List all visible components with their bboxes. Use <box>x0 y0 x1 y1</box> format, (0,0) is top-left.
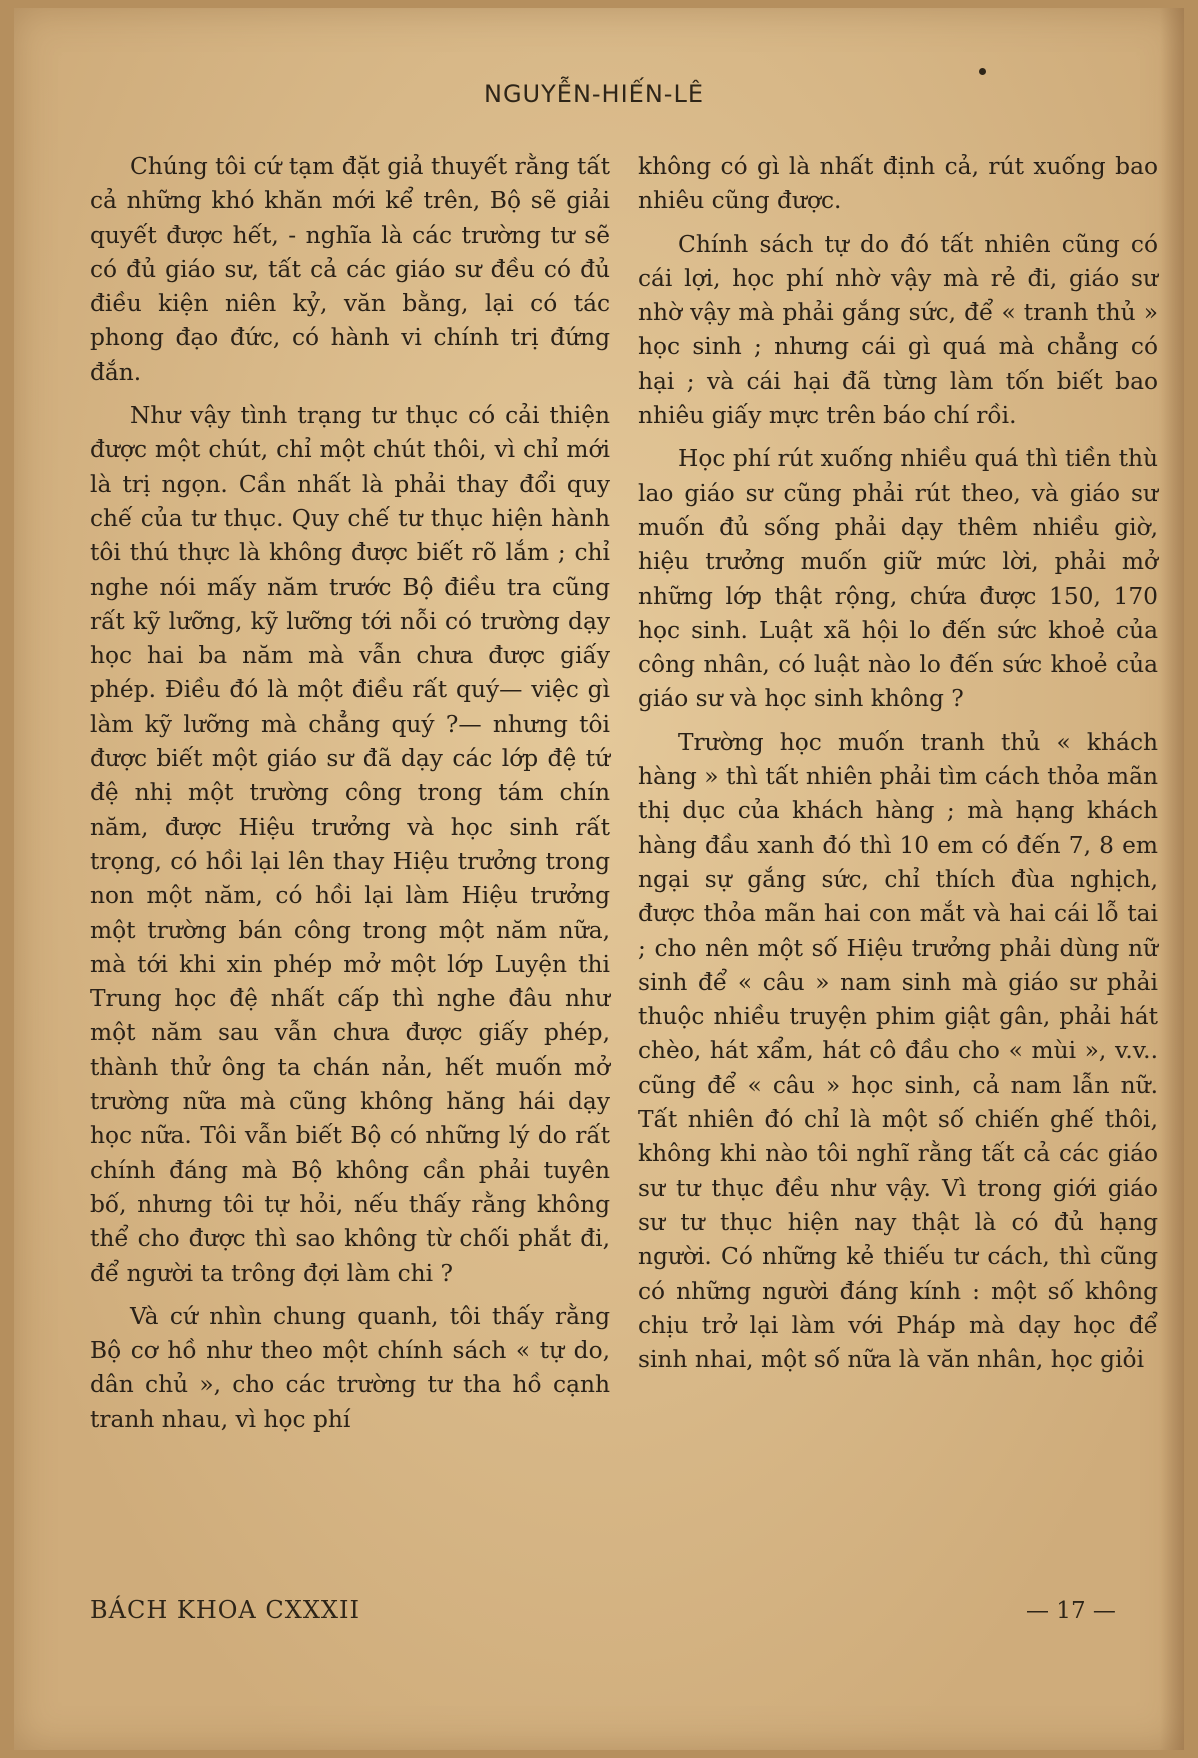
right-column <box>638 150 1158 1377</box>
running-header-author: NGUYỄN-HIẾN-LÊ <box>484 80 704 108</box>
left-paragraph-2: Như vậy tình trạng tư thục có cải thiện được một chút, chỉ một chút thôi, vì chỉ mới là trị ngọn. Cần nhất là phải thay đổi quy chế của tư thục. Quy chế tư thục hiện hành tôi thú thực là không được biết rõ lắm ; chỉ nghe nói mấy năm trước Bộ điều tra cũng rất kỹ lưỡng, kỹ lưỡng tới nỗi có trường dạy học hai ba năm mà vẫn chưa được giấy phép. Điều đó là một điều rất quý— việc gì làm kỹ lưỡng mà chẳng quý ?— nhưng tôi được biết một giáo sư đã dạy các lớp đệ tứ đệ nhị một trường công trong tám chín năm, được Hiệu trưởng và học sinh rất trọng, có hồi lại lên thay Hiệu trưởng trong non một năm, có hồi lại làm Hiệu trưởng một trường bán công trong một năm nữa, mà tới khi xin phép mở một lớp Luyện thi Trung học đệ nhất cấp thì nghe đâu như một năm sau vẫn chưa được giấy phép, thành thử ông ta chán nản, hết muốn mở trường nữa mà cũng không hăng hái dạy học nữa. Tôi vẫn biết Bộ có những lý do rất chính đáng mà Bộ không cần phải tuyên bố, nhưng tôi tự hỏi, nếu thấy rằng không thể cho được thì sao không từ chối phắt đi, để người ta trông đợi làm chi ? <box>90 402 610 1287</box>
left-paragraph-1: Chúng tôi cứ tạm đặt giả thuyết rằng tất cả những khó khăn mới kể trên, Bộ sẽ giải quyết được hết, - nghĩa là các trường tư sẽ có đủ giáo sư, tất cả các giáo sư đều có đủ điều kiện niên kỷ, văn bằng, lại có tác phong đạo đức, có hành vi chính trị đứng đắn. <box>90 153 610 386</box>
left-paragraph-3: Và cứ nhìn chung quanh, tôi thấy rằng Bộ cơ hồ như theo một chính sách « tự do, dân chủ », cho các trường tư tha hồ cạnh tranh nhau, vì học phí <box>90 1302 610 1433</box>
right-paragraph-2: Chính sách tự do đó tất nhiên cũng có cái lợi, học phí nhờ vậy mà rẻ đi, giáo sư nhờ vậy mà phải gắng sức, để « tranh thủ » học sinh ; nhưng cái gì quá mà chẳng có hại ; và cái hại đã từng làm tốn biết bao nhiêu giấy mực trên báo chí rồi. <box>638 230 1158 430</box>
footer-page-number: — 17 — <box>1026 1598 1116 1624</box>
right-paragraph-3: Học phí rút xuống nhiều quá thì tiền thù lao giáo sư cũng phải rút theo, và giáo sư muốn đủ sống phải dạy thêm nhiều giờ, hiệu trưởng muốn giữ mức lời, phải mở những lớp thật rộng, chứa được 150, 170 học sinh. Luật xã hội lo đến sức khoẻ của công nhân, có luật nào lo đến sức khoẻ của giáo sư và học sinh không ? <box>638 445 1158 713</box>
magazine-page <box>14 8 1184 1750</box>
footer-magazine-issue: BÁCH KHOA CXXXII <box>90 1596 360 1624</box>
right-paragraph-1: không có gì là nhất định cả, rút xuống bao nhiêu cũng được. <box>638 153 1158 215</box>
left-column <box>90 150 610 1437</box>
right-paragraph-4: Trường học muốn tranh thủ « khách hàng » thì tất nhiên phải tìm cách thỏa mãn thị dục của khách hàng ; mà hạng khách hàng đầu xanh đó thì 10 em có đến 7, 8 em ngại sự gắng sức, chỉ thích đùa nghịch, được thỏa mãn hai con mắt và hai cái lỗ tai ; cho nên một số Hiệu trưởng phải dùng nữ sinh để « câu » nam sinh mà giáo sư phải thuộc nhiều truyện phim giật gân, phải hát chèo, hát xẩm, hát cô đầu cho « mùi », v.v.. cũng để « câu » học sinh, cả nam lẫn nữ. Tất nhiên đó chỉ là một số chiến ghế thôi, không khi nào tôi nghĩ rằng tất cả các giáo sư tư thục đều như vậy. Vì trong giới giáo sư tư thục hiện nay thật là có đủ hạng người. Có những kẻ thiếu tư cách, thì cũng có những người đáng kính : một số không chịu trở lại làm với Pháp mà dạy học để sinh nhai, một số nữa là văn nhân, học giỏi <box>638 728 1158 1374</box>
ink-dot <box>979 68 986 75</box>
page-edge-shadow <box>1160 8 1184 1750</box>
